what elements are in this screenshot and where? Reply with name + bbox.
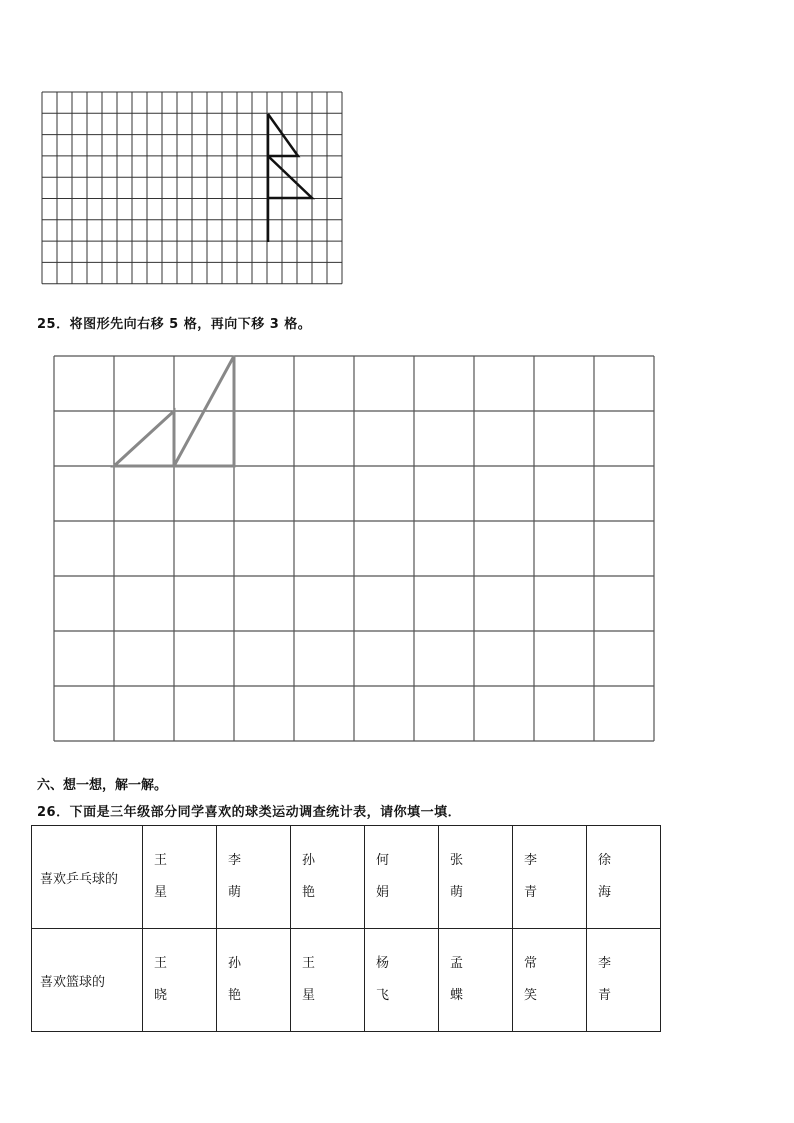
question-25-text: 将图形先向右移 5 格，再向下移 3 格。: [69, 317, 312, 332]
name-cell: 张 萌: [439, 826, 513, 929]
section-6-title: 六、想一想，解一解。: [37, 778, 168, 793]
name-cell: 徐 海: [587, 826, 661, 929]
name-cell: 何 娟: [365, 826, 439, 929]
flag-figure: [268, 114, 312, 242]
name-cell: 王 星: [291, 929, 365, 1032]
name-cell: 李 青: [513, 826, 587, 929]
name-cell: 王 星: [143, 826, 217, 929]
name-cell: 李 萌: [217, 826, 291, 929]
top-grid-figure: [40, 90, 346, 288]
name-cell: 李 青: [587, 929, 661, 1032]
name-cell: 常 笑: [513, 929, 587, 1032]
question-26: [37, 801, 461, 820]
name-cell: 王 晓: [143, 929, 217, 1032]
survey-table: [31, 825, 661, 1032]
name-cell: 孟 蝶: [439, 929, 513, 1032]
small-triangle: [114, 411, 174, 466]
table-row: [32, 929, 661, 1032]
question-26-text: 下面是三年级部分同学喜欢的球类运动调查统计表，请你填一填．: [69, 805, 462, 820]
question-26-number: 26．: [37, 805, 70, 820]
table-row: [32, 826, 661, 929]
question-25-number: 25．: [37, 317, 70, 332]
name-cell: 孙 艳: [217, 929, 291, 1032]
row-label: 喜欢篮球的: [32, 929, 143, 1032]
name-cell: 孙 艳: [291, 826, 365, 929]
name-cell: 杨 飞: [365, 929, 439, 1032]
row-label: 喜欢乒乓球的: [32, 826, 143, 929]
question-25: [37, 313, 311, 332]
large-grid-lines: [54, 356, 654, 741]
top-grid-lines: [42, 92, 342, 284]
large-grid-figure: [46, 348, 662, 758]
